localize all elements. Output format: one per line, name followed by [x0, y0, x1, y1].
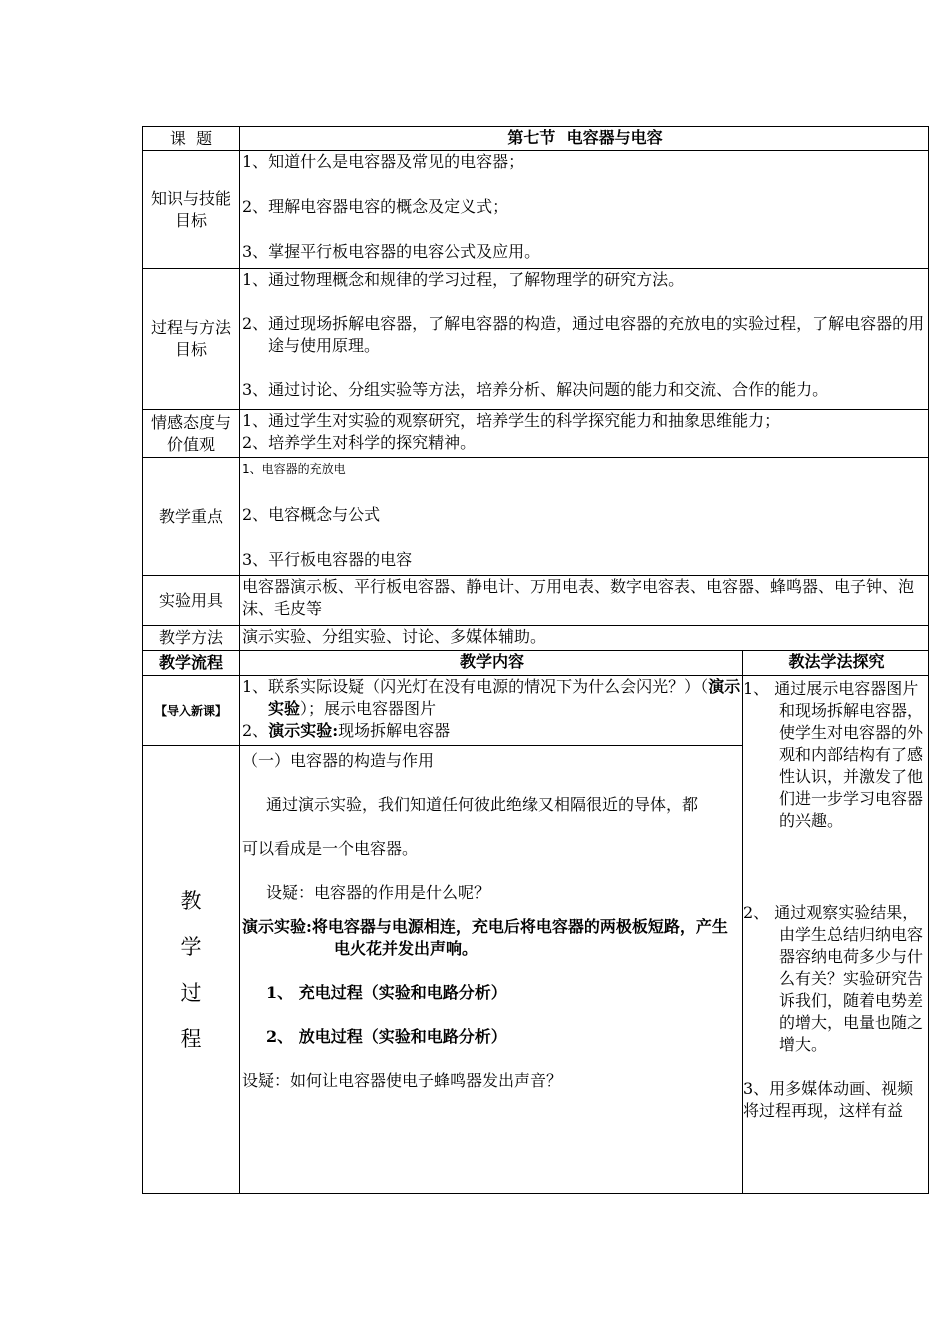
knowledge-row	[143, 151, 929, 269]
knowledge-label: 知识与技能 目标	[143, 151, 240, 269]
focus-item: 2、电容概念与公式	[242, 505, 381, 524]
intro-label: 【导入新课】	[143, 676, 240, 746]
content-heading: （一）电容器的构造与作用	[242, 751, 435, 770]
method-content: 演示实验、分组实验、讨论、多媒体辅助。	[240, 626, 929, 651]
emotion-item: 1、通过学生对实验的观察研究，培养学生的科学探究能力和抽象思维能力；	[242, 411, 781, 430]
equipment-row	[143, 576, 929, 626]
process-goal-label: 过程与方法 目标	[143, 269, 240, 410]
title-label: 课 题	[143, 127, 240, 151]
intro-item: 1、联系实际设疑（闪光灯在没有电源的情况下为什么会闪光？）（演示实验）；展示电容器图片	[242, 677, 741, 718]
note-item: 1、 通过展示电容器图片和现场拆解电容器，使学生对电容器的外观和内部结构有了感性认识，并激发了他们进一步学习电容器的兴趣。	[743, 679, 924, 830]
emotion-label: 情感态度与 价值观	[143, 410, 240, 458]
note-item: 2、 通过观察实验结果，由学生总结归纳电容器容纳电荷多少与什么有关？实验研究告诉我们，随着电势差的增大，电量也随之增大。	[743, 903, 924, 1054]
flow-header-row	[143, 651, 929, 676]
intro-row	[143, 676, 929, 746]
emotion-item: 2、培养学生对科学的探究精神。	[242, 433, 477, 452]
demo-experiment: 演示实验:将电容器与电源相连，充电后将电容器的两极板短路，产生电火花并发出声响。	[242, 917, 728, 958]
notes-cell	[743, 676, 929, 1194]
flow-header-content: 教学内容	[240, 651, 743, 676]
equipment-label: 实验用具	[143, 576, 240, 626]
lesson-plan-table	[142, 126, 929, 1194]
process-goal-content	[240, 269, 929, 410]
knowledge-item: 2、理解电容器电容的概念及定义式；	[242, 197, 509, 216]
emotion-content	[240, 410, 929, 458]
process-item: 2、通过现场拆解电容器，了解电容器的构造，通过电容器的充放电的实验过程，了解电容器的用途与使用原理。	[242, 314, 925, 355]
method-row	[143, 626, 929, 651]
knowledge-item: 1、知道什么是电容器及常见的电容器；	[242, 152, 525, 171]
focus-row	[143, 458, 929, 576]
emotion-row	[143, 410, 929, 458]
knowledge-content	[240, 151, 929, 269]
process-item: 3、通过讨论、分组实验等方法，培养分析、解决问题的能力和交流、合作的能力。	[242, 380, 829, 399]
focus-item: 3、平行板电容器的电容	[242, 550, 413, 569]
teaching-content	[240, 746, 743, 1194]
focus-content	[240, 458, 929, 576]
content-paragraph: 可以看成是一个电容器。	[242, 839, 419, 858]
focus-item: 1、电容器的充放电	[242, 462, 346, 476]
process-goal-row	[143, 269, 929, 410]
content-question: 设疑：如何让电容器使电子蜂鸣器发出声音？	[242, 1071, 563, 1090]
note-item: 3、用多媒体动画、视频将过程再现，这样有益	[743, 1079, 914, 1120]
content-question: 设疑：电容器的作用是什么呢？	[266, 883, 491, 902]
title-row	[143, 127, 929, 151]
method-label: 教学方法	[143, 626, 240, 651]
flow-header-step: 教学流程	[143, 651, 240, 676]
flow-header-notes: 教法学法探究	[743, 651, 929, 676]
knowledge-item: 3、掌握平行板电容器的电容公式及应用。	[242, 242, 541, 261]
process-item: 1、通过物理概念和规律的学习过程，了解物理学的研究方法。	[242, 270, 685, 289]
content-step: 1、 充电过程（实验和电路分析）	[266, 983, 507, 1002]
content-paragraph: 通过演示实验，我们知道任何彼此绝缘又相隔很近的导体，都	[266, 795, 699, 814]
lesson-title: 第七节 电容器与电容	[240, 127, 929, 151]
focus-label: 教学重点	[143, 458, 240, 576]
teaching-process-label: 教 学 过 程	[143, 746, 240, 1194]
intro-item: 2、演示实验:现场拆解电容器	[242, 721, 451, 740]
intro-content	[240, 676, 743, 746]
equipment-content: 电容器演示板、平行板电容器、静电计、万用电表、数字电容表、电容器、蜂鸣器、电子钟、泡沫、毛皮等	[240, 576, 929, 626]
content-step: 2、 放电过程（实验和电路分析）	[266, 1027, 507, 1046]
